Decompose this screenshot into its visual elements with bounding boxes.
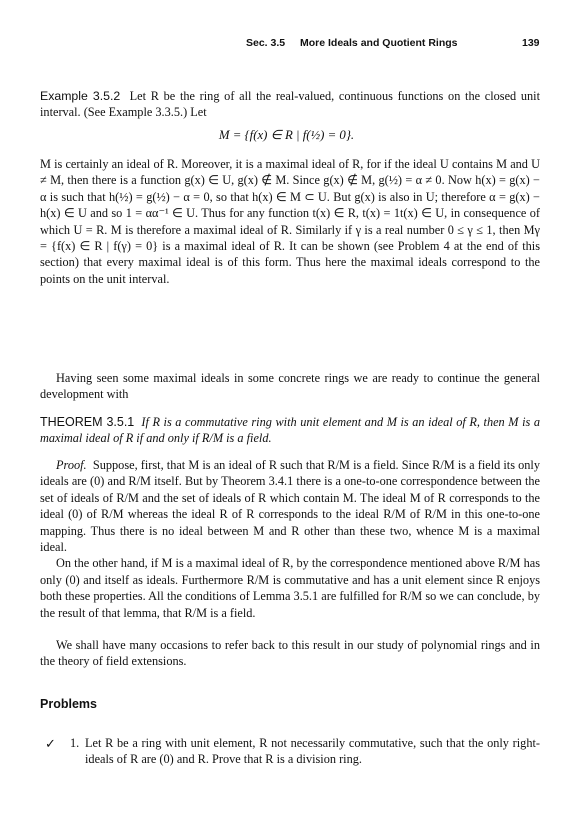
example-intro (40, 88, 540, 121)
example-equation: M = {f(x) ∈ R | f(½) = 0}. (218, 128, 355, 142)
transition-paragraph (40, 370, 540, 403)
page-number: 139 (522, 37, 540, 49)
problems-heading: Problems (40, 697, 97, 711)
problem-text: Let R be a ring with unit element, R not necessarily commutative, such that the only right-ideals of R are (0) and R. Prove that R is a division ring. (85, 736, 540, 767)
transition-text: Having seen some maximal ideals in some concrete rings we are ready to continue the general development with (40, 371, 540, 402)
example-body-text: M is certainly an ideal of R. Moreover, it is a maximal ideal of R, for if the ideal U contains M and U ≠ M, then there is a function g(x) ∈ U, g(x) ∉ M. Since g(x) ∉ M, g(½) = α ≠ 0. Now h(x) = g(x) − α is such that h(½) = g(½) − α = 0, so that h(x) ∈ M ⊂ U. But g(x) is also in U; therefore α = g(x) − h(x) ∈ U and so 1 = αα⁻¹ ∈ U. Thus for any function t(x) ∈ R, t(x) = 1t(x) ∈ U, in consequence of which U = R. M is therefore a maximal ideal of R. Similarly if γ is a real number 0 ≤ γ ≤ 1, then Mγ = {f(x) ∈ R | f(γ) = 0} is a maximal ideal of R. It can be shown (see Problem 4 at the end of this section) that every maximal ideal is of this form. Thus here the maximal ideals correspond to the points on the unit interval. (40, 157, 540, 286)
running-header (0, 37, 573, 53)
proof-block (40, 457, 540, 621)
section-number: Sec. 3.5 (246, 37, 286, 49)
checkmark-icon: ✓ (45, 736, 56, 751)
section-title: More Ideals and Quotient Rings (300, 37, 458, 49)
closing-paragraph (40, 637, 540, 670)
proof-paragraph-2: On the other hand, if M is a maximal ideal of R, by the correspondence mentioned above R/M has only (0) and itself as ideals. Furthermore R/M is commutative and has a unit element since R enjoys both these properties. All the conditions of Lemma 3.5.1 are fulfilled for R/M so we can conclude, by the result of that lemma, that R/M is a field. (40, 556, 540, 620)
example-body (40, 156, 540, 287)
proof-paragraph-1: Suppose, first, that M is an ideal of R such that R/M is a field. Since R/M is a field its only ideals are (0) and R/M itself. But by Theorem 3.4.1 there is a one-to-one correspondence between the set of ideals of R/M and the set of ideals of R which contain M. The ideal M of R corresponds to the ideal (0) of R/M whereas the ideal R of R corresponds to the ideal R/M of R/M in this one-to-one mapping. Thus there is no ideal between M and R other than these two, whence M is a maximal ideal. (40, 458, 540, 555)
theorem-block (40, 414, 540, 447)
example-label: Example 3.5.2 (40, 89, 121, 103)
closing-text: We shall have many occasions to refer back to this result in our study of polynomial rings and in the theory of field extensions. (40, 638, 540, 669)
problem-number: 1. (70, 736, 80, 750)
theorem-label: THEOREM 3.5.1 (40, 415, 135, 429)
proof-label: Proof. (56, 458, 87, 472)
theorem-statement: If R is a commutative ring with unit element and M is an ideal of R, then M is a maximal ideal of R if and only if R/M is a field. (40, 415, 540, 446)
example-intro-text: Let R be the ring of all the real-valued, continuous functions on the closed unit interval. (See Example 3.3.5.) Let (40, 89, 541, 120)
